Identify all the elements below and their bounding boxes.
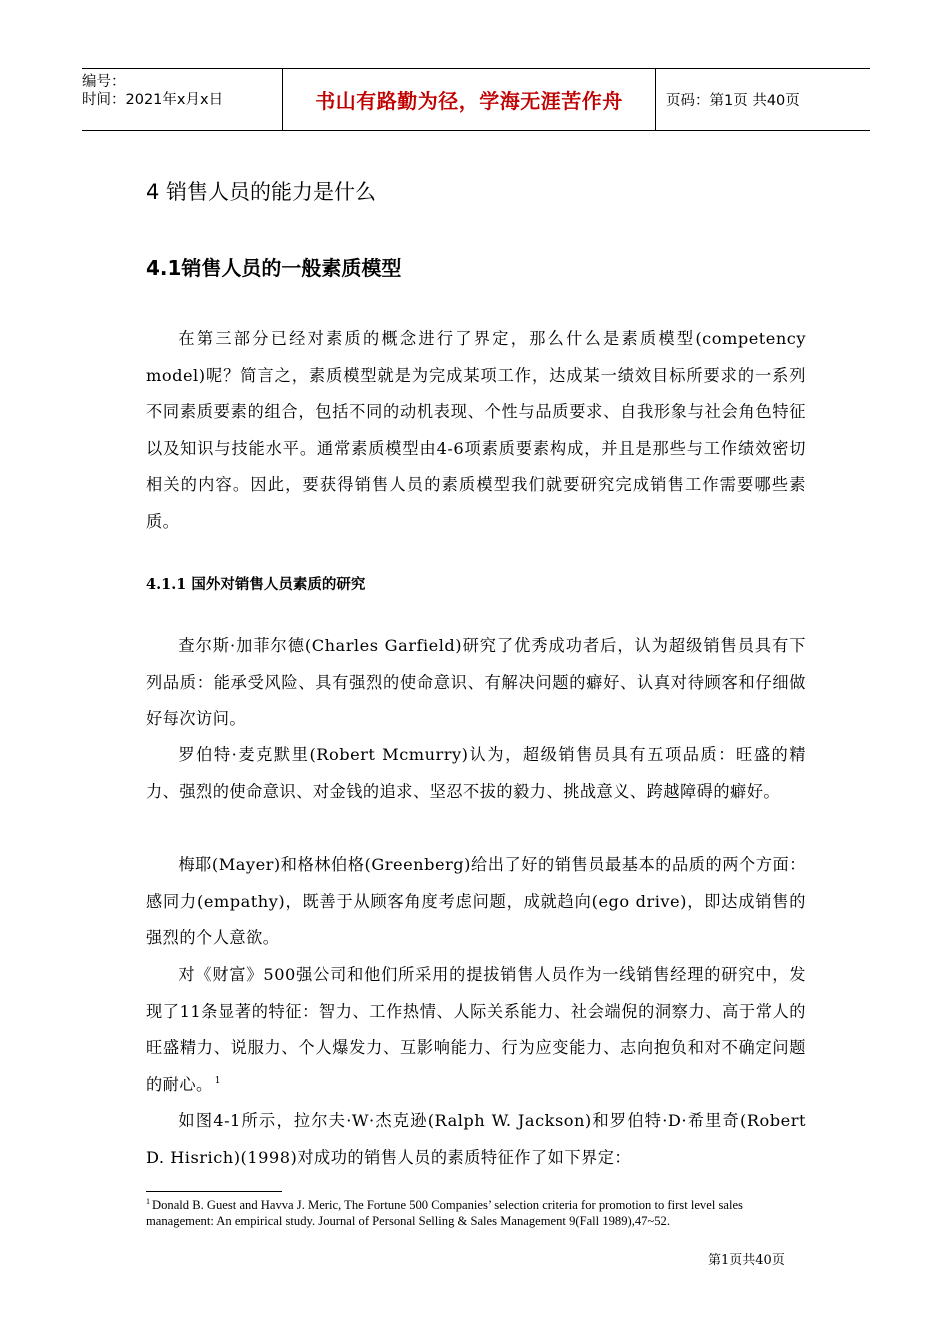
body-paragraph: 罗伯特·麦克默里(Robert Mcmurry)认为，超级销售员具有五项品质：旺盛的精力、强烈的使命意识、对金钱的追求、坚忍不拔的毅力、挑战意义、跨越障碍的癖好。 <box>146 745 806 801</box>
footnote <box>146 1197 811 1229</box>
header-page-code: 页码：第1页 共40页 <box>666 93 800 109</box>
body-paragraph: 查尔斯·加菲尔德(Charles Garfield)研究了优秀成功者后，认为超级销售员具有下列品质：能承受风险、具有强烈的使命意识、有解决问题的癖好、认真对待顾客和仔细做好每次访问。 <box>146 636 806 728</box>
page-footer-number: 第1页共40页 <box>708 1253 785 1268</box>
footnote-divider <box>146 1191 282 1192</box>
document-date: 时间：2021年x月x日 <box>82 92 224 108</box>
footnote-text: Donald B. Guest and Havva J. Meric, The Fortune 500 Companies’ selection criteria for promotion to first level sales management: An empirical study. Journal of Personal Selling & Sales Management 9(Fall 1989),47~52. <box>146 1198 743 1228</box>
header-meta <box>82 69 282 130</box>
header-motto: 书山有路勤为径，学海无涯苦作舟 <box>282 69 656 130</box>
subsection-title: 4.1.1 国外对销售人员素质的研究 <box>146 576 366 593</box>
document-number-label: 编号： <box>82 74 126 90</box>
footnote-marker: 1 <box>146 1196 150 1206</box>
page-header <box>82 68 870 131</box>
paragraph-text: 对《财富》500强公司和他们所采用的提拔销售人员作为一线销售经理的研究中，发现了11条显著的特征：智力、工作热情、人际关系能力、社会端倪的洞察力、高于常人的旺盛精力、说服力、个人爆发力、互影响能力、行为应变能力、志向抱负和对不确定问题的耐心。 <box>146 965 806 1094</box>
body-paragraph: 梅耶(Mayer)和格林伯格(Greenberg)给出了好的销售员最基本的品质的两个方面：感同力(empathy)，既善于从顾客角度考虑问题，成就趋向(ego drive)，即达成销售的强烈的个人意欲。 <box>146 855 806 947</box>
body-paragraph: 在第三部分已经对素质的概念进行了界定，那么什么是素质模型(competency model)呢？简言之，素质模型就是为完成某项工作，达成某一绩效目标所要求的一系列不同素质要素的组合，包括不同的动机表现、个性与品质要求、自我形象与社会角色特征以及知识与技能水平。通常素质模型由4-6项素质要素构成，并且是那些与工作绩效密切相关的内容。因此，要获得销售人员的素质模型我们就要研究完成销售工作需要哪些素质。 <box>146 329 806 531</box>
body-paragraph <box>146 957 806 1103</box>
section-title: 4.1销售人员的一般素质模型 <box>146 256 402 280</box>
chapter-title: 4 销售人员的能力是什么 <box>146 180 377 204</box>
footnote-reference[interactable]: 1 <box>214 1076 221 1087</box>
body-paragraph: 如图4-1所示，拉尔夫·W·杰克逊(Ralph W. Jackson)和罗伯特·D·希里奇(Robert D. Hisrich)(1998)对成功的销售人员的素质特征作了如下界定： <box>146 1111 806 1167</box>
